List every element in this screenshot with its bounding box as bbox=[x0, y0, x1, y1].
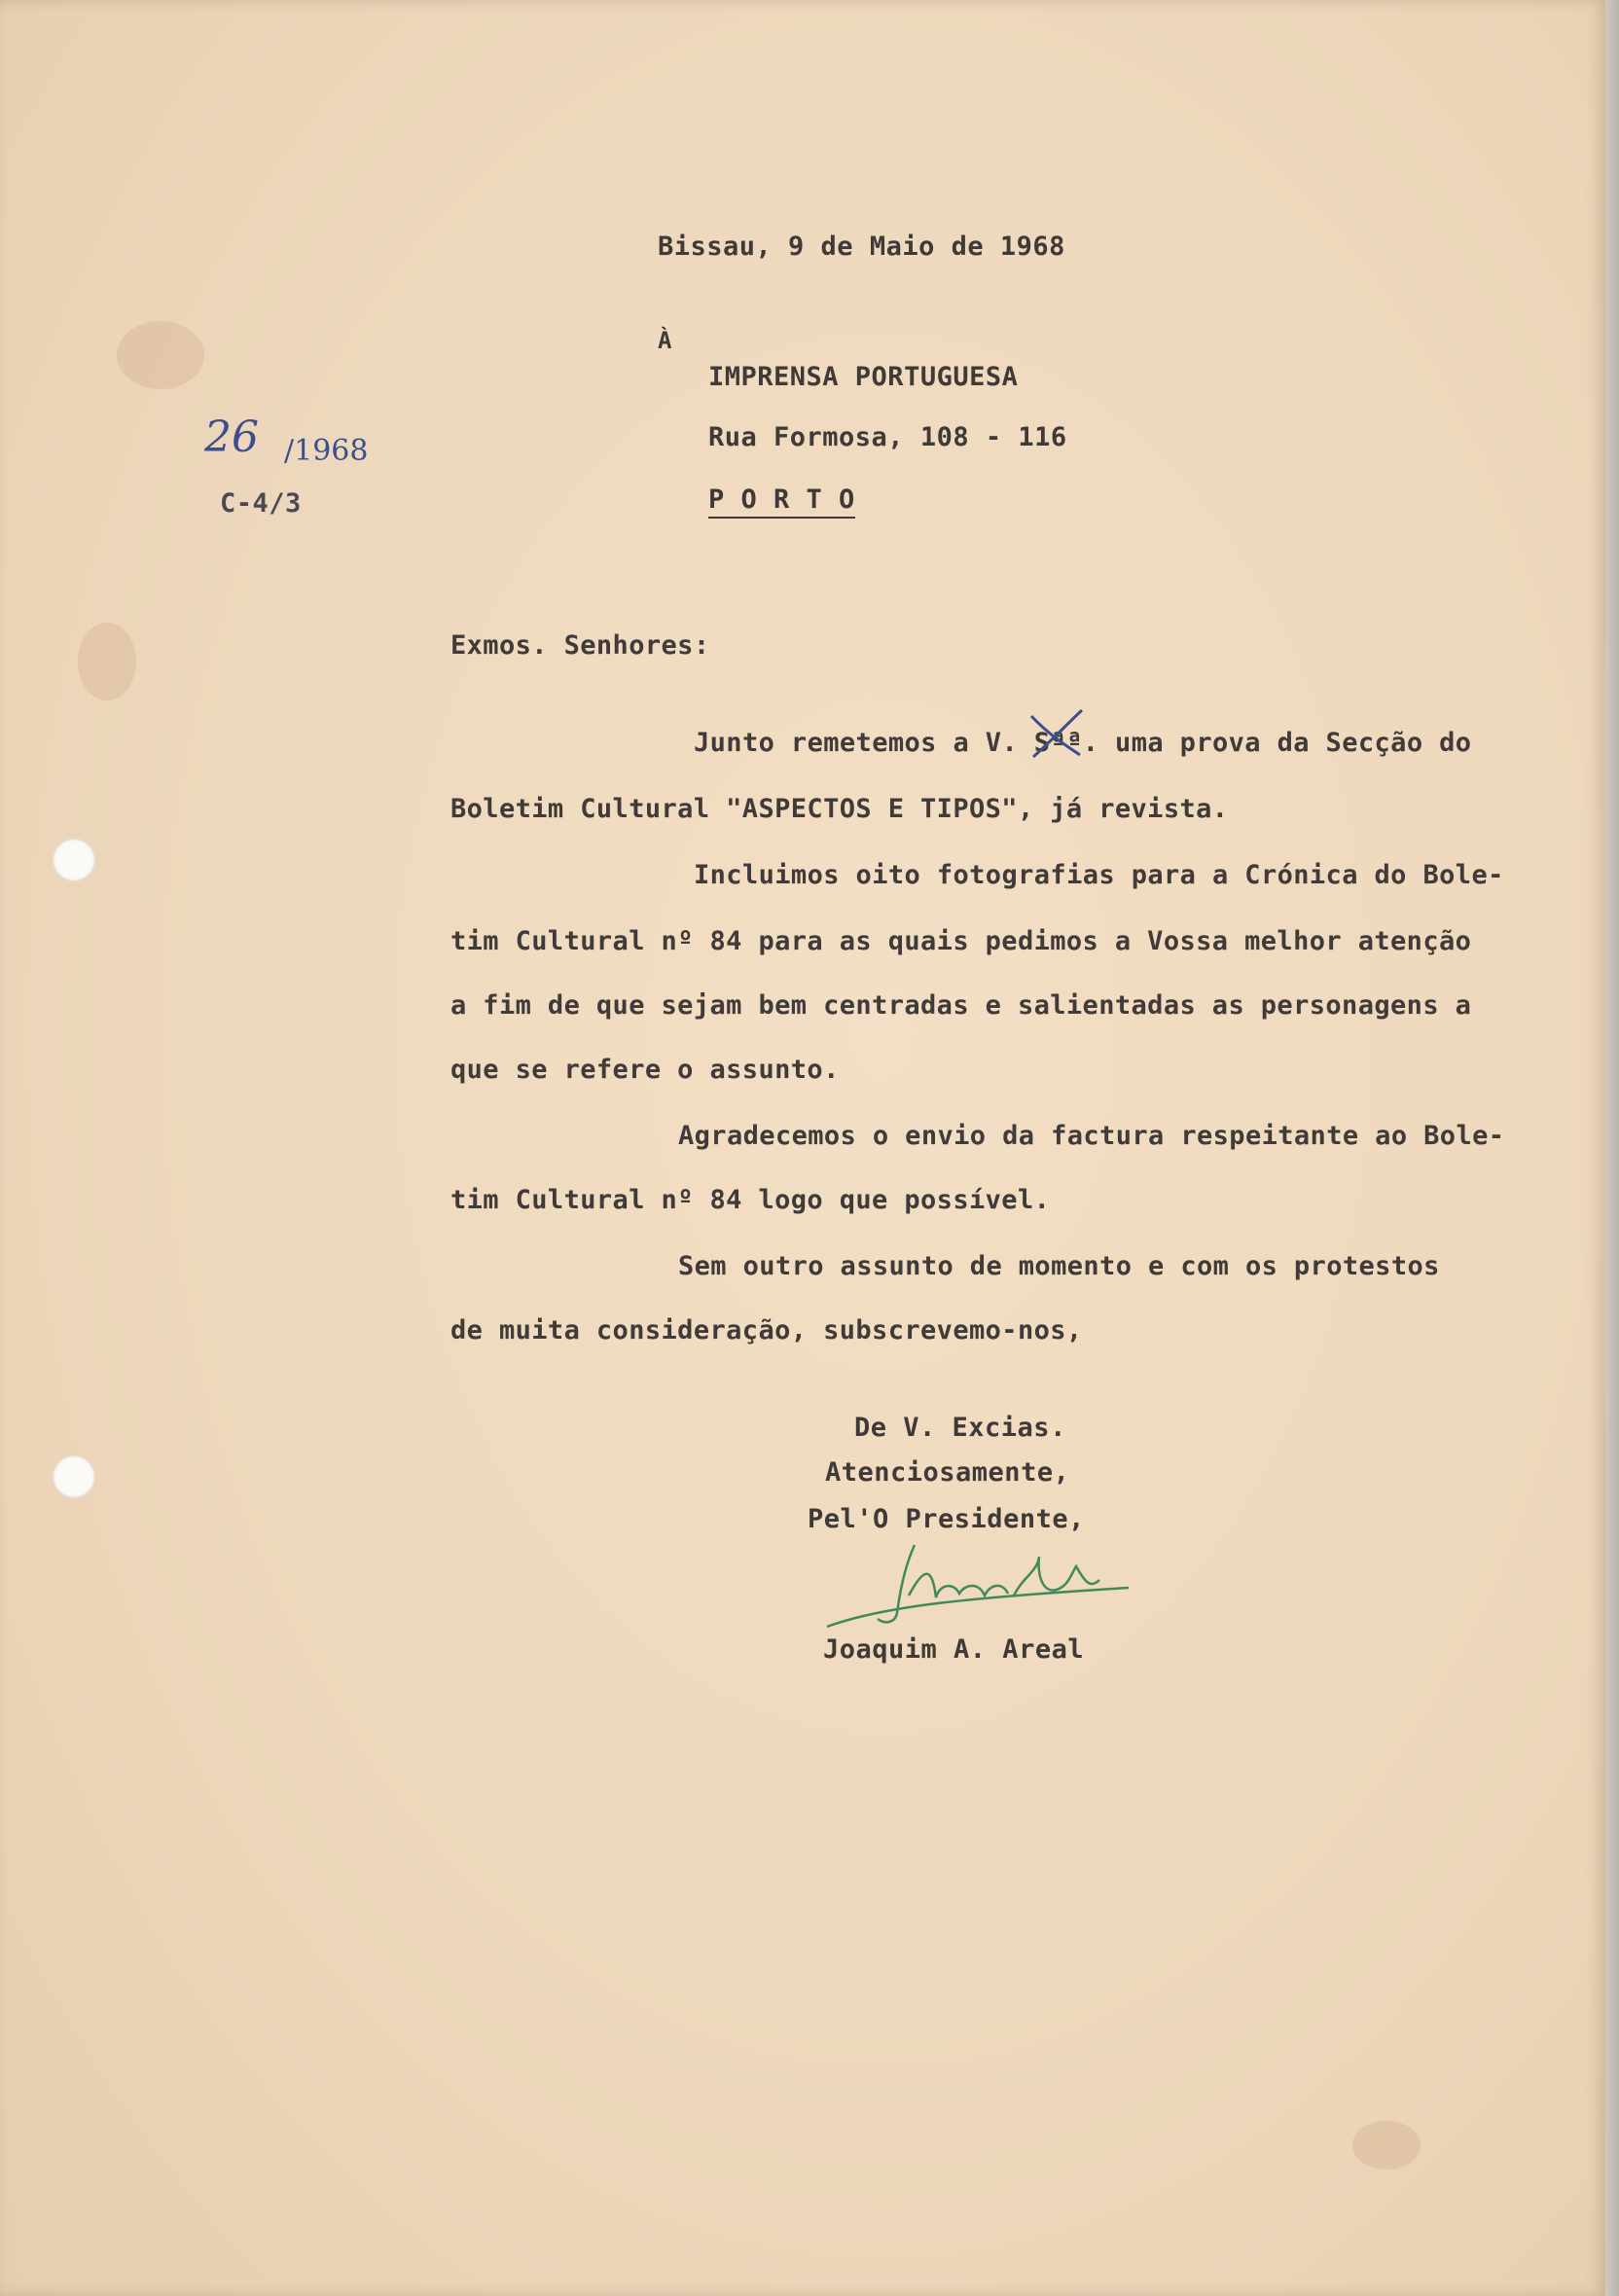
paragraph4-line1: Sem outro assunto de momento e com os protestos bbox=[678, 1251, 1440, 1281]
closing-line3: Pel'O Presidente, bbox=[808, 1504, 1085, 1534]
recipient-city: P O R T O bbox=[708, 484, 855, 519]
paragraph3-line1: Agradecemos o envio da factura respeitante ao Bole- bbox=[678, 1121, 1505, 1151]
signatory-name: Joaquim A. Areal bbox=[823, 1634, 1085, 1665]
recipient-street: Rua Formosa, 108 - 116 bbox=[708, 422, 1067, 452]
place-date: Bissau, 9 de Maio de 1968 bbox=[658, 232, 1065, 262]
paragraph2-line3: a fim de que sejam bem centradas e salientadas as personagens a bbox=[450, 990, 1472, 1021]
closing-line1: De V. Excias. bbox=[854, 1413, 1066, 1443]
paragraph1-line1: Junto remetemos a V. Sªª. uma prova da Secção do bbox=[694, 728, 1472, 758]
closing-line2: Atenciosamente, bbox=[825, 1457, 1070, 1488]
paper-stain bbox=[78, 623, 136, 700]
reference-number-handwritten: 26 bbox=[204, 413, 259, 462]
paper-stain bbox=[1352, 2121, 1421, 2170]
paragraph1-line2: Boletim Cultural "ASPECTOS E TIPOS", já revista. bbox=[450, 794, 1229, 824]
reference-year: /1968 bbox=[284, 434, 369, 468]
punch-hole-lower bbox=[53, 1455, 95, 1498]
punch-hole-upper bbox=[53, 839, 95, 881]
paragraph4-line2: de muita consideração, subscrevemo-nos, bbox=[450, 1315, 1083, 1345]
paragraph2-line1: Incluimos oito fotografias para a Crónica do Bole- bbox=[694, 860, 1504, 890]
salutation: Exmos. Senhores: bbox=[450, 630, 710, 661]
handwritten-signature bbox=[808, 1537, 1138, 1644]
paragraph2-line4: que se refere o assunto. bbox=[450, 1055, 840, 1085]
strike-mark bbox=[1024, 704, 1092, 763]
reference-file: C-4/3 bbox=[220, 488, 302, 519]
paper-stain bbox=[117, 321, 204, 389]
paragraph3-line2: tim Cultural nº 84 logo que possível. bbox=[450, 1185, 1051, 1215]
scan-edge bbox=[1605, 0, 1619, 2296]
to-prefix: À bbox=[658, 327, 672, 354]
recipient-name: IMPRENSA PORTUGUESA bbox=[708, 362, 1019, 392]
paragraph2-line2: tim Cultural nº 84 para as quais pedimos a Vossa melhor atenção bbox=[450, 926, 1472, 956]
